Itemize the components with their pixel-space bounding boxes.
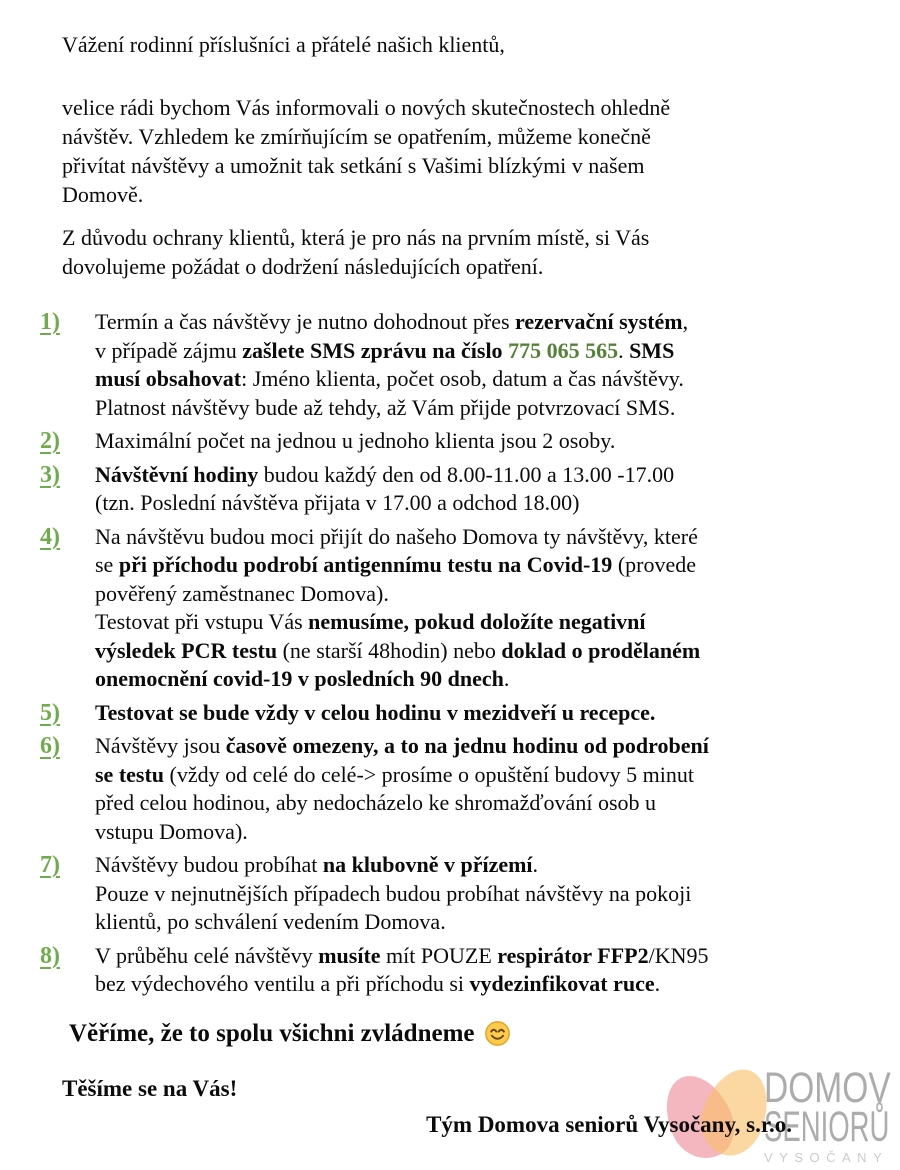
intro-paragraph: velice rádi bychom Vás informovali o nových skutečnostech ohledně návštěv. Vzhledem ke zmírňujícím se opatřením, můžeme konečně přivítat návštěvy a umožnit tak setkání s Vašimi blízkými v našem Domově.: [62, 95, 671, 207]
list-item: [40, 699, 840, 728]
logo-word-domov: DOMOV: [764, 1064, 891, 1112]
list-item: [40, 461, 840, 518]
logo-word-vysocany: VYSOČANY: [764, 1150, 889, 1165]
list-item: [40, 523, 840, 694]
list-item-number: 2): [40, 428, 60, 454]
smiling-face-icon: [484, 1020, 511, 1047]
list-item-number: 4): [40, 523, 60, 550]
list-item-text: V průběhu celé návštěvy musíte mít POUZE respirátor FFP2/KN95 bez výdechového ventilu a při příchodu si vydezinfikovat ruce.: [95, 942, 709, 996]
list-item-number: 3): [40, 461, 60, 488]
list-item: [40, 942, 840, 999]
farewell-message: Těšíme se na Vás!: [62, 1075, 238, 1101]
list-item: [40, 427, 840, 456]
list-item: [40, 732, 840, 846]
visit-rules-list: [40, 308, 840, 999]
signature: Tým Domova seniorů Vysočany, s.r.o.: [426, 1112, 792, 1137]
list-item: [40, 308, 840, 422]
list-item: [40, 851, 840, 937]
list-item-text: Maximální počet na jednou u jednoho klienta jsou 2 osoby.: [95, 428, 616, 453]
list-item-text: Na návštěvu budou moci přijít do našeho Domova ty návštěvy, které se při příchodu podrobí antigennímu testu na Covid-19 (provede pověřený zaměstnanec Domova). Testovat při vstupu Vás nemusíme, pokud doložíte negativní výsledek PCR testu (ne starší 48hodin) nebo doklad o prodělaném onemocnění covid-19 v posledních 90 dnech.: [95, 523, 701, 691]
greeting-paragraph: Vážení rodinní příslušníci a přátelé našich klientů,: [62, 32, 505, 57]
list-item-number: 5): [40, 699, 60, 726]
list-item-text: Návštěvy jsou časově omezeny, a to na jednu hodinu od podrobení se testu (vždy od celé do celé-> prosíme o opuštění budovy 5 minut před celou hodinou, aby nedocházelo ke shromažďování osob u vstupu Domova).: [95, 733, 709, 844]
list-item-number: 1): [40, 309, 60, 335]
list-item-text: Návštěvní hodiny budou každý den od 8.00-11.00 a 13.00 -17.00 (tzn. Poslední návštěva přijata v 17.00 a odchod 18.00): [95, 461, 675, 515]
closing-message-text: Věříme, že to spolu všichni zvládneme: [69, 1019, 475, 1047]
list-item-text: Termín a čas návštěvy je nutno dohodnout přes rezervační systém, v případě zájmu zašlete SMS zprávu na číslo 775 065 565. SMS musí obsahovat: Jméno klienta, počet osob, datum a čas návštěvy. Platnost návštěvy bude až tehdy, až Vám přijde potvrzovací SMS.: [95, 309, 689, 420]
list-item-text: Návštěvy budou probíhat na klubovně v přízemí. Pouze v nejnutnějších případech budou probíhat návštěvy na pokoji klientů, po schválení vedením Domova.: [95, 852, 692, 934]
closing-message: [62, 1018, 840, 1049]
list-item-number: 7): [40, 852, 60, 878]
document-body: [40, 30, 840, 1102]
logo-word-senioru: SENIORŮ: [764, 1103, 890, 1151]
list-item-number: 8): [40, 942, 60, 969]
request-paragraph: Z důvodu ochrany klientů, která je pro nás na prvním místě, si Vás dovolujeme požádat o dodržení následujících opatření.: [62, 225, 650, 279]
list-item-number: 6): [40, 733, 60, 759]
list-item-text: Testovat se bude vždy v celou hodinu v mezidveří u recepce.: [95, 699, 656, 725]
